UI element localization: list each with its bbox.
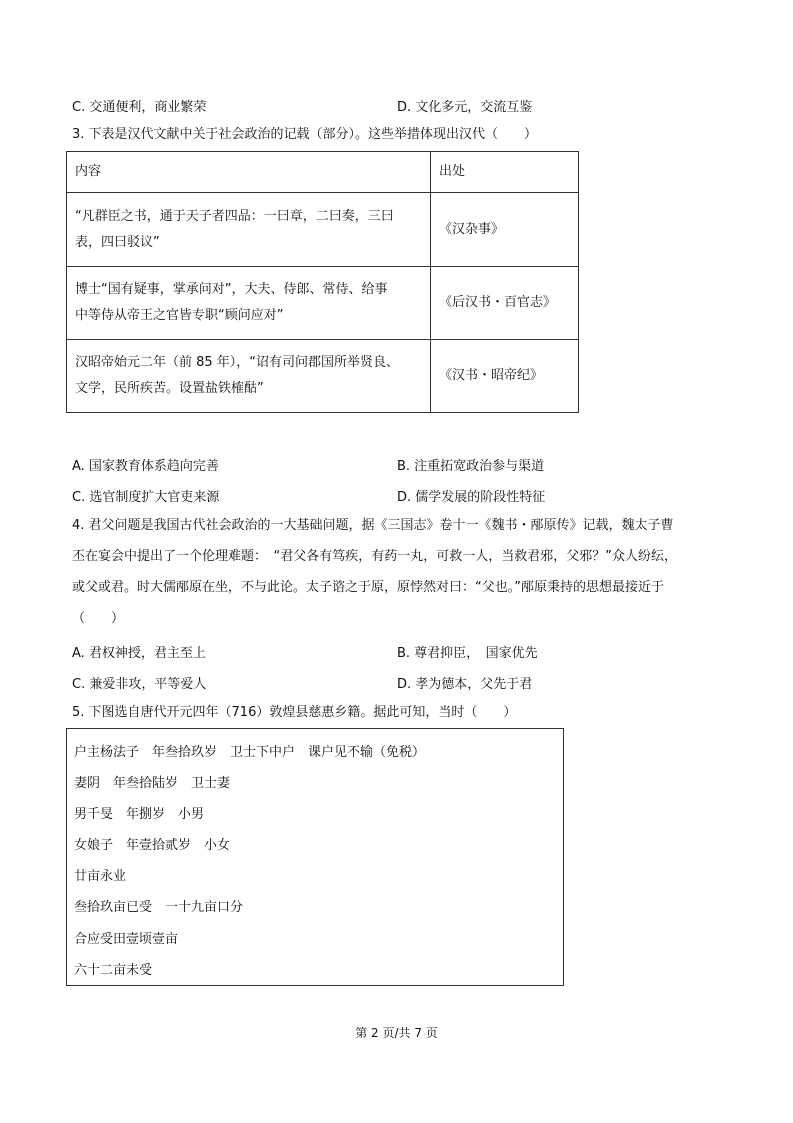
content-line: “凡群臣之书，通于天子者四品：一曰章，二曰奏，三曰: [75, 208, 394, 224]
q4-line-2: 丕在宴会中提出了一个伦理难题： “君父各有笃疾，有药一丸，可救一人，当救君邪，父邪？”众人纷纭，: [72, 549, 677, 564]
q4-line-1: 4. 君父问题是我国古代社会政治的一大基础问题，据《三国志》卷十一《魏书・邴原传》记载，魏太子曹: [72, 518, 674, 533]
table-cell-content: [67, 193, 431, 267]
q4-option-b: B. 尊君抑臣， 国家优先: [397, 646, 538, 661]
q4-line-3: 或父或君。时大儒邴原在坐，不与此论。太子谘之于原，原悖然对曰：“父也。”邴原秉持的思想最接近于: [72, 580, 664, 595]
register-line: 女娘子 年壹拾贰岁 小女: [74, 838, 231, 853]
register-line: 户主杨法子 年叁拾玖岁 卫士下中户 课户见不输（免税）: [74, 745, 426, 760]
q3-option-b: B. 注重拓宽政治参与渠道: [397, 459, 545, 474]
q4-option-a: A. 君权神授，君主至上: [72, 646, 206, 661]
table-cell-source: [431, 193, 579, 267]
register-line: 六十二亩未受: [74, 963, 153, 978]
register-line: 妻阴 年叁拾陆岁 卫士妻: [74, 776, 231, 791]
content-line: 文学，民所疾苦。设置盐铁榷酤”: [75, 381, 264, 396]
table-cell-source: [431, 267, 579, 340]
register-line: 合应受田壹顷壹亩: [74, 932, 179, 947]
q4-option-d: D. 孝为德本，父先于君: [397, 677, 533, 692]
register-line: 叁拾玖亩已受 一十九亩口分: [74, 900, 244, 915]
q3-stem: 3. 下表是汉代文献中关于社会政治的记载（部分）。这些举措体现出汉代（ ）: [72, 127, 538, 142]
q2-option-d: D. 文化多元，交流互鉴: [397, 100, 533, 115]
q5-stem: 5. 下图选自唐代开元四年（716）敦煌县慈惠乡籍。据此可知，当时（ ）: [72, 705, 517, 720]
table-row: [67, 193, 579, 267]
source-text: 《汉书・昭帝纪》: [439, 368, 544, 383]
household-register-box: [66, 728, 564, 986]
q3-option-c: C. 选官制度扩大官吏来源: [72, 490, 220, 505]
content-line: 中等侍从帝王之官皆专职“顾问应对”: [75, 308, 284, 323]
q4-option-c: C. 兼爱非攻，平等爱人: [72, 677, 207, 692]
source-text: 《汉杂事》: [439, 221, 505, 237]
table-header-row: [67, 152, 579, 193]
content-line: 表，四曰驳议”: [75, 234, 160, 250]
q2-option-c: C. 交通便利，商业繁荣: [72, 100, 207, 115]
source-text: 《后汉书・百官志》: [439, 295, 557, 310]
table-row: [67, 267, 579, 340]
content-line: 博士“国有疑事，掌承问对”，大夫、侍郎、常侍、给事: [75, 282, 388, 297]
table-cell-content: [67, 340, 431, 413]
q4-answer-blank: （ ）: [72, 611, 125, 626]
table-cell-source: [431, 340, 579, 413]
page-number: 第 2 页/共 7 页: [355, 1026, 438, 1040]
table-header-source: 出处: [431, 152, 579, 193]
table-header-content: 内容: [67, 152, 431, 193]
content-line: 汉昭帝始元二年（前 85 年），“诏有司问郡国所举贤良、: [75, 355, 400, 370]
q3-option-d: D. 儒学发展的阶段性特征: [397, 490, 546, 505]
register-line: 男千旻 年捌岁 小男: [74, 807, 205, 822]
table-row: [67, 340, 579, 413]
q3-table: [66, 151, 579, 413]
table-cell-content: [67, 267, 431, 340]
register-line: 廿亩永业: [74, 869, 127, 884]
q3-option-a: A. 国家教育体系趋向完善: [72, 459, 219, 474]
